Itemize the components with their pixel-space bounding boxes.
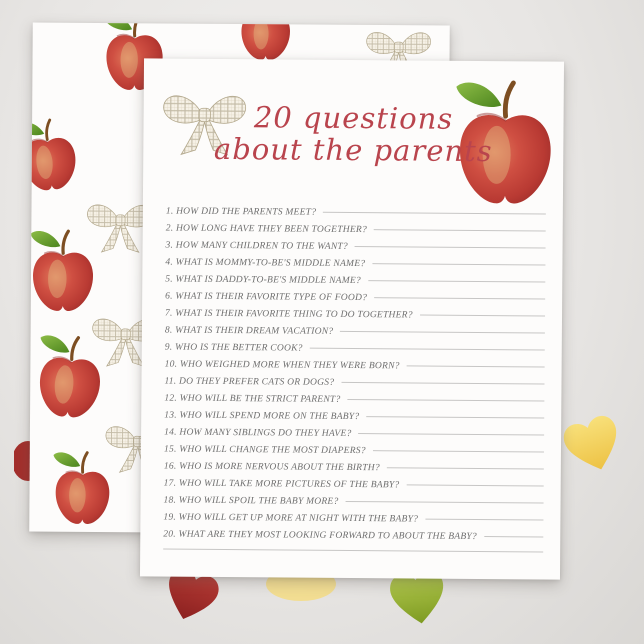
- question-text: 18. WHO WILL SPOIL THE BABY MORE?: [163, 495, 339, 507]
- question-text: 15. WHO WILL CHANGE THE MOST DIAPERS?: [163, 444, 366, 457]
- question-text: 16. WHO IS MORE NERVOUS ABOUT THE BIRTH?: [163, 461, 380, 474]
- answer-line: [425, 519, 543, 521]
- question-text: 5. WHAT IS DADDY-TO-BE'S MIDDLE NAME?: [165, 274, 361, 287]
- answer-line: [355, 246, 546, 248]
- page-title-line1: 20 questions: [253, 100, 454, 136]
- question-text: 3. HOW MANY CHILDREN TO THE WANT?: [165, 240, 348, 252]
- question-text: 13. WHO WILL SPEND MORE ON THE BABY?: [164, 410, 360, 423]
- answer-line: [366, 416, 544, 418]
- question-row: [166, 198, 547, 218]
- question-row: [164, 385, 545, 405]
- apple-illustration: [29, 328, 112, 428]
- answer-line: [323, 212, 546, 215]
- question-text: 8. WHAT IS THEIR DREAM VACATION?: [164, 325, 334, 337]
- answer-line: [347, 399, 544, 402]
- question-text: 7. WHAT IS THEIR FAVORITE THING TO DO TOGETHER?: [164, 308, 413, 321]
- question-row: [165, 351, 546, 371]
- question-text: 14. HOW MANY SIBLINGS DO THEY HAVE?: [164, 427, 352, 439]
- answer-line: [341, 382, 544, 385]
- question-text: 2. HOW LONG HAVE THEY BEEN TOGETHER?: [165, 223, 368, 236]
- answer-line: [368, 280, 545, 282]
- answer-line: [359, 433, 545, 435]
- answer-line: [373, 450, 544, 452]
- front-card-game: [140, 58, 564, 579]
- answer-line: [372, 263, 545, 265]
- question-text: 10. WHO WEIGHED MORE WHEN THEY WERE BORN?: [164, 359, 400, 372]
- page-title-line2: about the parents: [213, 132, 493, 169]
- answer-line: [406, 484, 543, 486]
- question-text: 20. WHAT ARE THEY MOST LOOKING FORWARD TO ABOUT THE BABY?: [163, 529, 478, 542]
- question-text: 11. DO THEY PREFER CATS OR DOGS?: [164, 376, 335, 388]
- answer-line: [374, 297, 545, 299]
- question-text: 4. WHAT IS MOMMY-TO-BE'S MIDDLE NAME?: [165, 257, 366, 270]
- question-row: [165, 249, 546, 269]
- question-row: [164, 436, 545, 456]
- question-text: 19. WHO WILL GET UP MORE AT NIGHT WITH THE BABY?: [163, 512, 419, 525]
- apple-illustration: [49, 447, 116, 531]
- question-text: 1. HOW DID THE PARENTS MEET?: [165, 206, 317, 218]
- question-row: [165, 334, 546, 354]
- question-text: 17. WHO WILL TAKE MORE PICTURES OF THE BABY?: [163, 478, 400, 491]
- answer-line: [387, 467, 544, 469]
- answer-line: [407, 365, 545, 367]
- answer-line-continuation: [163, 549, 543, 553]
- question-row: [163, 504, 544, 524]
- questions-list: [163, 198, 547, 541]
- question-row: [166, 215, 547, 235]
- question-text: 6. WHAT IS THEIR FAVORITE TYPE OF FOOD?: [165, 291, 368, 304]
- question-text: 12. WHO WILL BE THE STRICT PARENT?: [164, 393, 341, 405]
- question-row: [164, 402, 545, 422]
- answer-line: [310, 348, 545, 351]
- page-title: [183, 101, 523, 169]
- answer-line: [340, 331, 545, 334]
- question-text: 9. WHO IS THE BETTER COOK?: [164, 342, 303, 354]
- answer-line: [484, 536, 543, 537]
- answer-line: [346, 501, 544, 504]
- answer-line: [374, 229, 546, 231]
- apple-illustration: [29, 112, 85, 200]
- answer-line: [420, 315, 545, 317]
